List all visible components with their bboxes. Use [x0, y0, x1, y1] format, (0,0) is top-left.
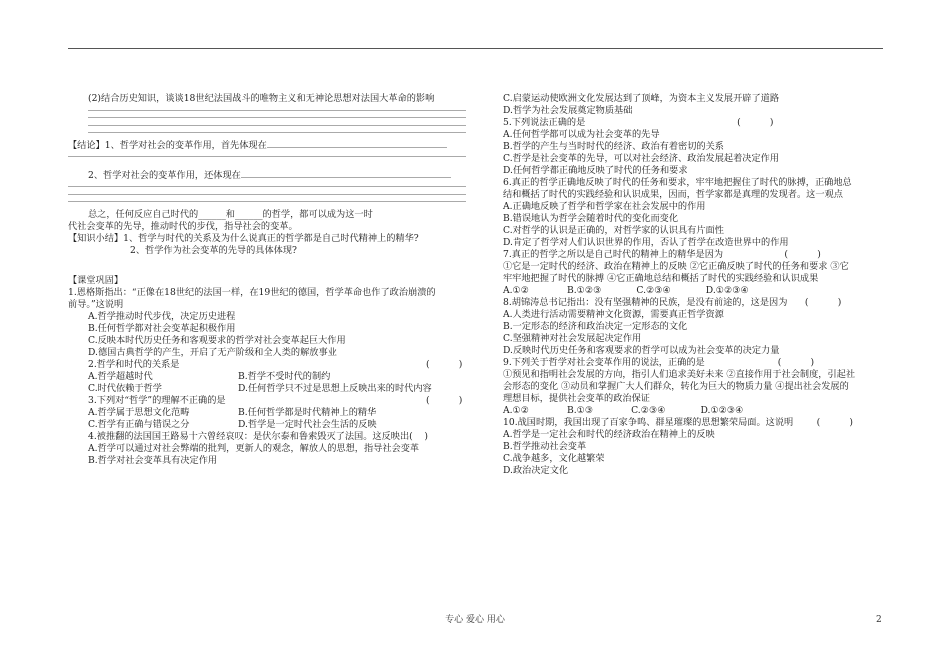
option-d[interactable]: D.哲学是一定时代社会生活的反映	[238, 418, 377, 430]
option-d[interactable]: D.德国古典哲学的产生，开启了无产阶级和全人类的解放事业	[88, 346, 337, 358]
answer-line[interactable]	[88, 125, 466, 126]
question-7: 7.真正的哲学之所以是自己时代的精神上的精华是因为 ( )	[503, 249, 821, 260]
option-a[interactable]: A.正确地反映了哲学和哲学家在社会发展中的作用	[503, 201, 706, 212]
text-line: D.哲学为社会发展奠定物质基础	[503, 105, 633, 116]
answer-line[interactable]	[88, 117, 466, 118]
option-c[interactable]: C.哲学有正确与错误之分	[88, 418, 190, 430]
options-row	[68, 407, 466, 419]
option-d[interactable]: D.政治决定文化	[503, 465, 569, 476]
option-a[interactable]: A.哲学超越时代	[88, 370, 153, 382]
answer-paren[interactable]: ( )	[426, 394, 463, 406]
answer-blank[interactable]	[241, 177, 451, 178]
answer-line[interactable]	[68, 156, 466, 157]
knowledge-summary-2: 2、哲学作为社会变革的先导的具体体现?	[130, 244, 297, 256]
option-b[interactable]: B.一定形态的经济和政治决定一定形态的文化	[503, 321, 688, 332]
option-a[interactable]: A.哲学属于思想文化范畴	[88, 406, 190, 418]
answer-blank[interactable]	[267, 147, 447, 148]
answer-paren[interactable]: ( )	[426, 358, 463, 370]
question-8: 8.胡锦涛总书记指出：没有坚强精神的民族，是没有前途的，这是因为 ( )	[503, 297, 842, 308]
option-b[interactable]: B.任何哲学都是时代精神上的精华	[238, 406, 377, 418]
options-row	[68, 383, 466, 395]
option-d[interactable]: D.任何哲学只不过是思想上反映出来的时代内容	[238, 382, 432, 394]
option-a[interactable]: A.哲学推动时代步伐，决定历史进程	[88, 310, 236, 322]
question-4: 4.被推翻的法国国王路易十六曾经哀叹：是伏尔泰和鲁索毁灭了法国。这反映出( )	[88, 430, 428, 442]
question-1: 1.恩格斯指出：“正像在18世纪的法国一样，在19世纪的德国，哲学革命也作了政治崩溃的	[68, 286, 436, 298]
consolidate-title: 【课堂巩固】	[68, 274, 124, 286]
answer-line[interactable]	[68, 201, 466, 202]
option-b[interactable]: B.哲学不受时代的制约	[238, 370, 331, 382]
footer-motto: 专心 爱心 用心	[445, 615, 505, 625]
option-d[interactable]: D.任何哲学都正确地反映了时代的任务和要求	[503, 165, 688, 176]
option-c[interactable]: C.战争越多，文化越繁荣	[503, 453, 605, 464]
option-c[interactable]: C.坚强精神对社会发展起决定作用	[503, 333, 642, 344]
options-row	[68, 419, 466, 431]
option-c[interactable]: C.时代依赖于哲学	[88, 382, 162, 394]
header-rule	[68, 48, 883, 49]
question-3: 3.下列对“哲学”的理解不正确的是 ( )	[88, 394, 463, 406]
question-6: 6.真正的哲学正确地反映了时代的任务和要求，牢牢地把握住了时代的脉搏，正确地总	[503, 177, 852, 188]
option-a[interactable]: A.人类进行活动需要精神文化资源，需要真正哲学资源	[503, 309, 724, 320]
question-7-items: ①它是一定时代的经济、政治在精神上的反映 ②它正确反映了时代的任务和要求 ③它	[503, 261, 849, 272]
question-9-items-end: 理想目标，提供社会变革的政治保证	[503, 393, 650, 404]
question-10: 10.战国时期，我国出现了百家争鸣、群星璀璨的思想繁荣局面。这说明 ( )	[503, 417, 853, 428]
option-b[interactable]: B.哲学的产生与当时时代的经济、政治有着密切的关系	[503, 141, 724, 152]
answer-line[interactable]	[68, 186, 466, 187]
option-b[interactable]: B.哲学推动社会变革	[503, 441, 587, 452]
option-c[interactable]: C.反映本时代历史任务和客观要求的哲学对社会变革起巨大作用	[88, 334, 346, 346]
text-line: C.启蒙运动使欧洲文化发展达到了顶峰，为资本主义发展开辟了道路	[503, 93, 780, 104]
knowledge-summary-1: 【知识小结】1、哲学与时代的关系及为什么说真正的哲学都是自己时代精神上的精华?	[68, 232, 419, 244]
conclusion-1: 【结论】1、哲学对社会的变革作用，首先体现在	[68, 140, 466, 152]
option-a[interactable]: A.哲学可以通过对社会弊端的批判，更新人的观念，解放人的思想，指导社会变革	[88, 442, 420, 454]
option-b[interactable]: B.哲学对社会变革具有决定作用	[88, 454, 218, 466]
option-c[interactable]: C.哲学是社会变革的先导，可以对社会经济、政治发展起着决定作用	[503, 153, 780, 164]
summary-line-2: 代社会变革的先导，推动时代的步伐，指导社会的变革。	[68, 220, 298, 232]
options-row	[68, 371, 466, 383]
question-9: 9.下列关于哲学对社会变革作用的说法，正确的是 ( )	[503, 357, 815, 368]
question-7-items-cont: 牢牢地把握了时代的脉搏 ④它正确地总结和概括了时代的实践经验和认识成果	[503, 273, 819, 284]
question-2: 2.哲学和时代的关系是 ( )	[88, 358, 463, 370]
option-c[interactable]: C.对哲学的认识是正确的，对哲学家的认识具有片面性	[503, 225, 724, 236]
left-column	[68, 93, 466, 467]
conclusion-label: 【结论】	[68, 139, 105, 151]
question-5: 5.下列说法正确的是 ( )	[503, 117, 774, 128]
answer-line[interactable]	[88, 132, 466, 133]
page-number: 2	[876, 615, 882, 625]
options-row[interactable]: A.①② B.①②③ C.②③④ D.①②③④	[503, 285, 749, 296]
question-2-prompt: (2)结合历史知识，谈谈18世纪法国战斗的唯物主义和无神论思想对法国大革命的影响	[88, 93, 435, 104]
conclusion-2: 2、哲学对社会的变革作用，还体现在	[68, 170, 466, 182]
right-column	[503, 93, 883, 477]
question-9-items: ①预见和指明社会发展的方向，指引人们追求美好未来 ②直接作用于社会制度，引起社	[503, 369, 856, 380]
question-9-items-cont: 会形态的变化 ③动员和掌握广大人们群众，转化为巨大的物质力量 ④提出社会发展的	[503, 381, 849, 392]
question-6-cont: 结和概括了时代的实践经验和认识成果，因而，哲学家都是真理的发现者。这一观点	[503, 189, 843, 200]
summary-line-1: 总之，任何反应自己时代的______和______的哲学，都可以成为这一时	[88, 208, 373, 220]
option-a[interactable]: A.任何哲学都可以成为社会变革的先导	[503, 129, 660, 140]
answer-line[interactable]	[68, 194, 466, 195]
option-b[interactable]: B.任何哲学都对社会变革起积极作用	[88, 322, 236, 334]
option-d[interactable]: D.肯定了哲学对人们认识世界的作用，否认了哲学在改造世界中的作用	[503, 237, 789, 248]
options-row[interactable]: A.①② B.①③ C.②③④ D.①②③④	[503, 405, 744, 416]
option-b[interactable]: B.错误地认为哲学会随着时代的变化而变化	[503, 213, 679, 224]
answer-line[interactable]	[88, 110, 466, 111]
option-a[interactable]: A.哲学是一定社会和时代的经济政治在精神上的反映	[503, 429, 715, 440]
option-d[interactable]: D.反映时代历史任务和客观要求的哲学可以成为社会变革的决定力量	[503, 345, 780, 356]
question-1-cont: 前导。”这说明	[68, 298, 124, 310]
